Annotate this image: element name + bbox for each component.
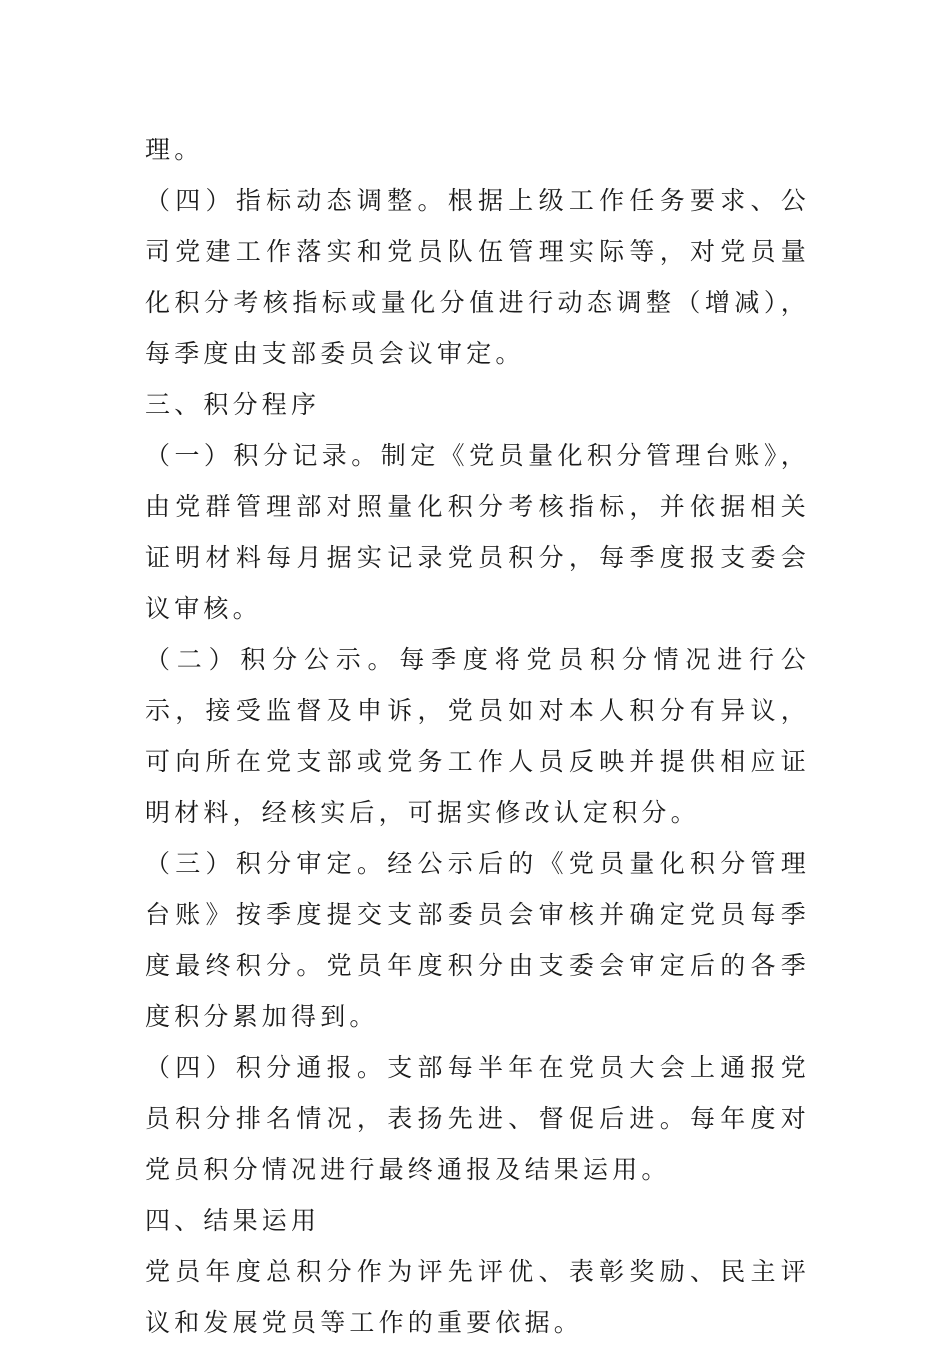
paragraph-points-report: （四）积分通报。支部每半年在党员大会上通报党员积分排名情况，表扬先进、督促后进。每年度对党员积分情况进行最终通报及结果运用。 (145, 1053, 810, 1184)
section-heading-result-application: 四、结果运用 (145, 1206, 321, 1235)
document-body (145, 124, 810, 1348)
paragraph-indicator-adjustment: （四）指标动态调整。根据上级工作任务要求、公司党建工作落实和党员队伍管理实际等，对党员量化积分考核指标或量化分值进行动态调整（增减），每季度由支部委员会议审定。 (145, 186, 810, 368)
paragraph-points-review: （三）积分审定。经公示后的《党员量化积分管理台账》按季度提交支部委员会审核并确定党员每季度最终积分。党员年度积分由支委会审定后的各季度积分累加得到。 (145, 849, 810, 1031)
paragraph-result-application: 党员年度总积分作为评先评优、表彰奖励、民主评议和发展党员等工作的重要依据。 (145, 1257, 810, 1337)
paragraph-continuation: 理。 (145, 135, 204, 164)
section-heading-points-procedure: 三、积分程序 (145, 390, 321, 419)
paragraph-points-recording: （一）积分记录。制定《党员量化积分管理台账》，由党群管理部对照量化积分考核指标，并依据相关证明材料每月据实记录党员积分，每季度报支委会议审核。 (145, 441, 810, 623)
paragraph-points-publicity: （二）积分公示。每季度将党员积分情况进行公示，接受监督及申诉，党员如对本人积分有异议，可向所在党支部或党务工作人员反映并提供相应证明材料，经核实后，可据实修改认定积分。 (145, 645, 810, 827)
